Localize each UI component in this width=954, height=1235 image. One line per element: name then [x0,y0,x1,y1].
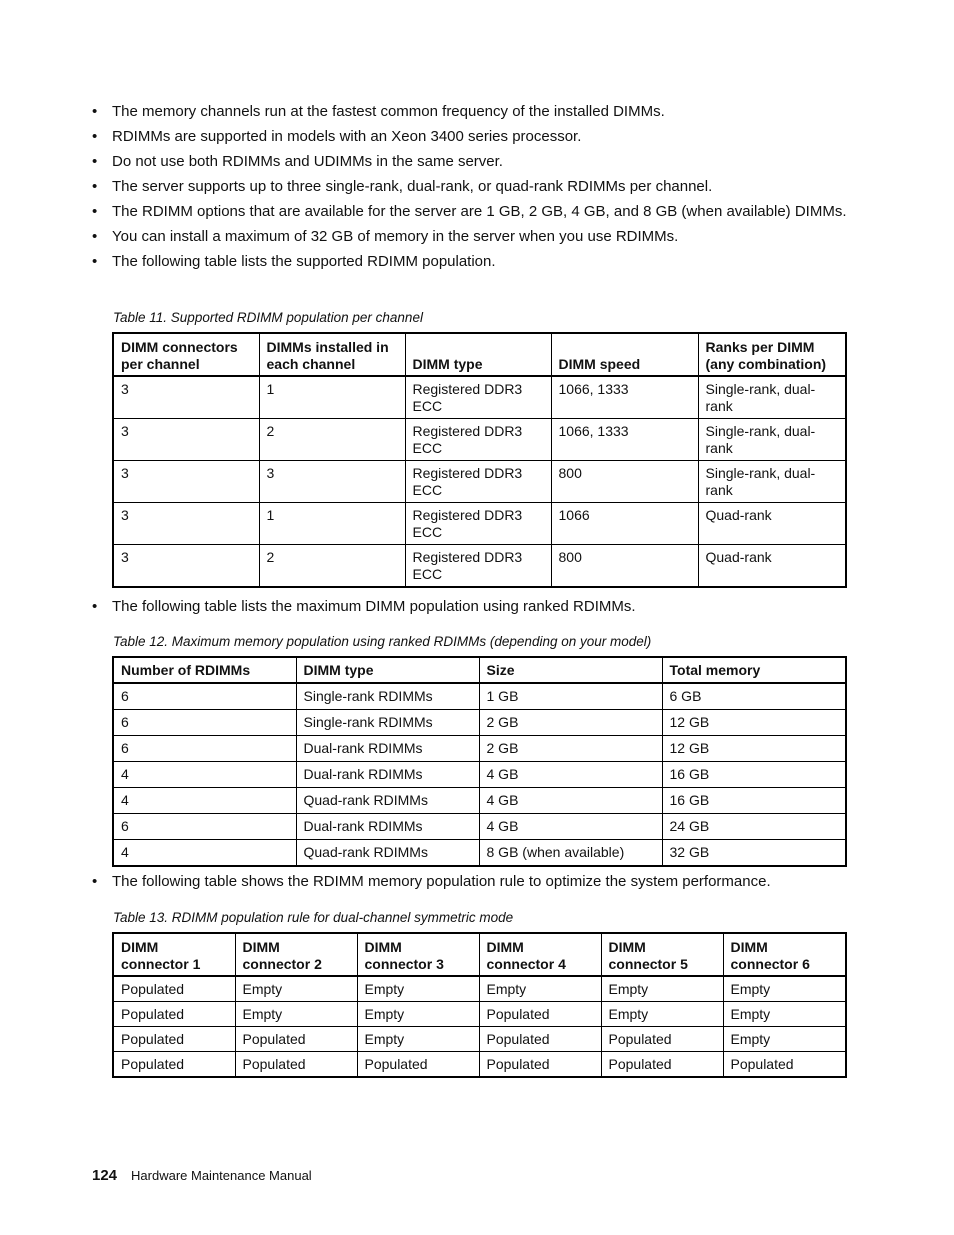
table-cell: Dual-rank RDIMMs [296,736,479,762]
table-cell: 6 [113,683,296,710]
table-cell: Populated [113,1027,235,1052]
table-cell: 6 [113,814,296,840]
table-row [113,762,846,788]
table-cell: 1066, 1333 [551,419,698,461]
table-cell: Quad-rank RDIMMs [296,840,479,867]
table-cell: 2 GB [479,710,662,736]
bullet-item: • You can install a maximum of 32 GB of memory in the server when you use RDIMMs. [92,228,852,246]
table-cell: Quad-rank [698,545,846,588]
table-12-maximum-memory-population [112,656,847,867]
table-cell: 2 GB [479,736,662,762]
table-cell: Dual-rank RDIMMs [296,814,479,840]
bullet-item: • The server supports up to three single-rank, dual-rank, or quad-rank RDIMMs per channel. [92,178,852,196]
table-cell: 800 [551,461,698,503]
table-cell: 32 GB [662,840,846,867]
table-cell: 4 [113,788,296,814]
table-cell: 16 GB [662,762,846,788]
column-header: Ranks per DIMM (any combination) [698,333,846,376]
table-cell: Dual-rank RDIMMs [296,762,479,788]
table-cell: Populated [235,1052,357,1078]
column-header: DIMM connector 5 [601,933,723,976]
table-cell: 6 [113,736,296,762]
bullet-item: • Do not use both RDIMMs and UDIMMs in the same server. [92,153,852,171]
table-cell: Single-rank RDIMMs [296,710,479,736]
table-cell: 1066, 1333 [551,376,698,419]
bullet-item: • The memory channels run at the fastest common frequency of the installed DIMMs. [92,103,852,121]
table-cell: 3 [113,545,259,588]
column-header: DIMM connector 2 [235,933,357,976]
table-cell: Empty [357,1027,479,1052]
table-cell: Empty [357,976,479,1002]
column-header: DIMM type [296,657,479,683]
table-cell: 6 [113,710,296,736]
table-cell: Registered DDR3 ECC [405,503,551,545]
table-cell: Empty [235,1002,357,1027]
table-cell: Single-rank, dual-rank [698,461,846,503]
table-cell: Single-rank, dual-rank [698,376,846,419]
table-row [113,545,846,588]
table-cell: Populated [601,1052,723,1078]
bullet-item: • The following table shows the RDIMM memory population rule to optimize the system performance. [92,873,852,891]
column-header: DIMM connector 3 [357,933,479,976]
table-row [113,1002,846,1027]
table-cell: Populated [723,1052,846,1078]
table-cell: Populated [479,1052,601,1078]
bullet-item: • The following table lists the supported RDIMM population. [92,253,852,271]
bullet-list-mid [92,598,852,616]
column-header: DIMM connector 1 [113,933,235,976]
table-cell: 2 [259,545,405,588]
table-row [113,376,846,419]
table-cell: 12 GB [662,736,846,762]
table-cell: 4 GB [479,788,662,814]
table-cell: Populated [479,1027,601,1052]
table-row [113,710,846,736]
table-cell: Populated [601,1027,723,1052]
column-header: DIMM connector 6 [723,933,846,976]
bullet-item: • The following table lists the maximum DIMM population using ranked RDIMMs. [92,598,852,616]
table-cell: Quad-rank [698,503,846,545]
table-cell: Populated [479,1002,601,1027]
table-row [113,419,846,461]
table-11-supported-rdimm-population [112,332,847,588]
table-13-caption: Table 13. RDIMM population rule for dual-channel symmetric mode [113,910,514,925]
table-13-rdimm-population-rule [112,932,847,1078]
table-row [113,736,846,762]
table-cell: 1066 [551,503,698,545]
table-row [113,1052,846,1078]
table-cell: 1 [259,376,405,419]
table-cell: Empty [357,1002,479,1027]
table-cell: 3 [113,419,259,461]
table-cell: 3 [113,503,259,545]
table-cell: Single-rank, dual-rank [698,419,846,461]
column-header: Total memory [662,657,846,683]
bullet-list-bottom [92,873,852,891]
bullet-item: • RDIMMs are supported in models with an Xeon 3400 series processor. [92,128,852,146]
table-cell: 4 GB [479,762,662,788]
table-row [113,683,846,710]
manual-title: Hardware Maintenance Manual [131,1168,312,1183]
table-cell: Populated [113,1052,235,1078]
table-cell: 3 [113,461,259,503]
column-header: DIMM speed [551,333,698,376]
table-cell: Empty [723,976,846,1002]
table-cell: Single-rank RDIMMs [296,683,479,710]
table-12-caption: Table 12. Maximum memory population using ranked RDIMMs (depending on your model) [113,634,652,649]
table-cell: 800 [551,545,698,588]
table-cell: Quad-rank RDIMMs [296,788,479,814]
column-header: DIMM type [405,333,551,376]
table-cell: Populated [235,1027,357,1052]
table-cell: 4 [113,840,296,867]
table-cell: Empty [601,1002,723,1027]
table-cell: 4 [113,762,296,788]
table-row [113,503,846,545]
table-cell: Registered DDR3 ECC [405,461,551,503]
bullet-list-top [92,103,852,278]
table-row [113,976,846,1002]
table-header-row [113,933,846,976]
table-cell: 3 [259,461,405,503]
table-cell: Empty [235,976,357,1002]
table-row [113,840,846,867]
table-cell: 16 GB [662,788,846,814]
table-cell: 4 GB [479,814,662,840]
table-cell: Registered DDR3 ECC [405,419,551,461]
table-cell: Registered DDR3 ECC [405,545,551,588]
page-footer [92,1166,312,1186]
table-header-row [113,657,846,683]
table-cell: 1 GB [479,683,662,710]
table-cell: 8 GB (when available) [479,840,662,867]
table-cell: Empty [601,976,723,1002]
table-row [113,461,846,503]
table-cell: 3 [113,376,259,419]
table-cell: Populated [113,1002,235,1027]
table-cell: Empty [723,1027,846,1052]
table-cell: Empty [479,976,601,1002]
column-header: Number of RDIMMs [113,657,296,683]
table-cell: 12 GB [662,710,846,736]
table-header-row [113,333,846,376]
table-11-caption: Table 11. Supported RDIMM population per channel [113,310,423,325]
table-cell: Populated [113,976,235,1002]
table-cell: 24 GB [662,814,846,840]
page-number: 124 [92,1167,118,1184]
table-cell: 1 [259,503,405,545]
table-cell: Populated [357,1052,479,1078]
column-header: DIMMs installed in each channel [259,333,405,376]
table-row [113,1027,846,1052]
column-header: Size [479,657,662,683]
column-header: DIMM connectors per channel [113,333,259,376]
table-cell: Registered DDR3 ECC [405,376,551,419]
table-row [113,814,846,840]
table-cell: 2 [259,419,405,461]
table-cell: 6 GB [662,683,846,710]
column-header: DIMM connector 4 [479,933,601,976]
table-row [113,788,846,814]
table-cell: Empty [723,1002,846,1027]
bullet-item: • The RDIMM options that are available for the server are 1 GB, 2 GB, 4 GB, and 8 GB (when available) DIMMs. [92,203,852,221]
